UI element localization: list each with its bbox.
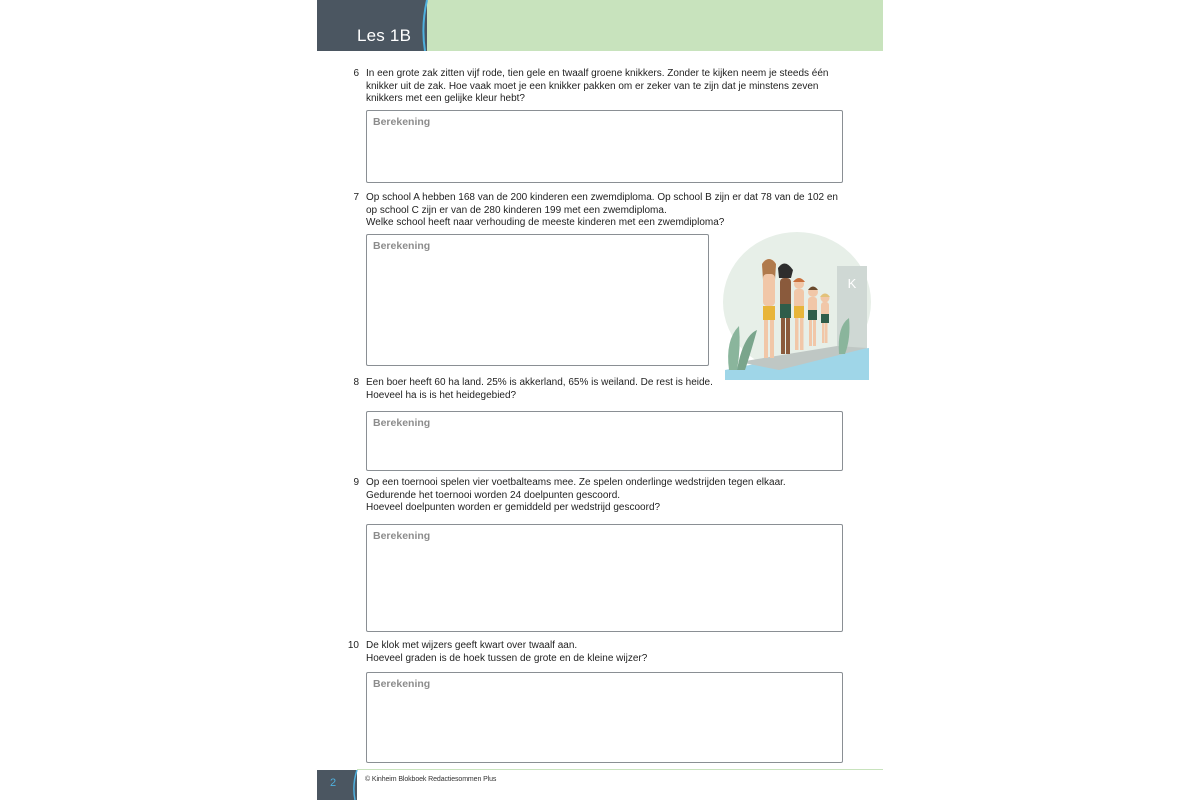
footer-copyright: © Kinheim Blokboek Redactiesommen Plus bbox=[365, 776, 497, 783]
question-text bbox=[366, 477, 848, 515]
answer-box-label: Berekening bbox=[373, 678, 431, 690]
header-curve-accent bbox=[417, 0, 433, 51]
answer-box-label: Berekening bbox=[373, 417, 431, 429]
wall-letter: K bbox=[847, 276, 857, 291]
swimmers-illustration bbox=[719, 230, 871, 380]
question-text bbox=[366, 377, 848, 402]
answer-box-label: Berekening bbox=[373, 240, 431, 252]
question-line: In een grote zak zitten vijf rode, tien gele en twaalf groene knikkers. Zonder te kijken neem je steeds één bbox=[366, 68, 829, 79]
page-number: 2 bbox=[329, 777, 337, 789]
question-line: op school C zijn er van de 280 kinderen 199 met een zwemdiploma. bbox=[366, 204, 667, 216]
answer-box[interactable] bbox=[366, 110, 843, 183]
footer-curve-accent bbox=[349, 770, 359, 800]
answer-box-label: Berekening bbox=[373, 116, 431, 128]
lesson-title: Les 1B bbox=[357, 26, 412, 45]
question-line: Op school A hebben 168 van de 200 kinderen een zwemdiploma. Op school B zijn er dat 78 van de 102 en bbox=[366, 192, 838, 203]
question-line: Hoeveel graden is de hoek tussen de grote en de kleine wijzer? bbox=[366, 652, 648, 664]
question-line: Welke school heeft naar verhouding de meeste kinderen met een zwemdiploma? bbox=[366, 217, 725, 228]
question-text bbox=[366, 68, 848, 106]
answer-box[interactable] bbox=[366, 411, 843, 471]
question-line: Gedurende het toernooi worden 24 doelpunten gescoord. bbox=[366, 489, 621, 501]
question-line: Een boer heeft 60 ha land. 25% is akkerland, 65% is weiland. De rest is heide. bbox=[366, 377, 713, 388]
answer-box-label: Berekening bbox=[373, 530, 431, 542]
footer-divider bbox=[357, 769, 883, 770]
answer-box[interactable] bbox=[366, 672, 843, 763]
answer-box[interactable] bbox=[366, 234, 709, 366]
question-line: knikker uit de zak. Hoe vaak moet je een knikker pakken om er zeker van te zijn dat je minstens zeven bbox=[366, 80, 819, 92]
question-number: 7 bbox=[353, 192, 359, 203]
question-number: 6 bbox=[353, 68, 359, 79]
question-text bbox=[366, 192, 848, 230]
question-text bbox=[366, 640, 848, 665]
question-line: knikkers met een gelijke kleur hebt? bbox=[366, 93, 525, 104]
question-line: De klok met wijzers geeft kwart over twaalf aan. bbox=[366, 640, 578, 651]
question-line: Hoeveel ha is is het heidegebied? bbox=[366, 389, 517, 401]
question-line: Hoeveel doelpunten worden er gemiddeld per wedstrijd gescoord? bbox=[366, 502, 661, 513]
answer-box[interactable] bbox=[366, 524, 843, 632]
worksheet-page bbox=[317, 0, 883, 800]
question-number: 8 bbox=[353, 377, 359, 388]
question-line: Op een toernooi spelen vier voetbalteams mee. Ze spelen onderlinge wedstrijden tegen elkaar. bbox=[366, 477, 786, 488]
question-number: 10 bbox=[347, 640, 359, 651]
question-number: 9 bbox=[353, 477, 359, 488]
